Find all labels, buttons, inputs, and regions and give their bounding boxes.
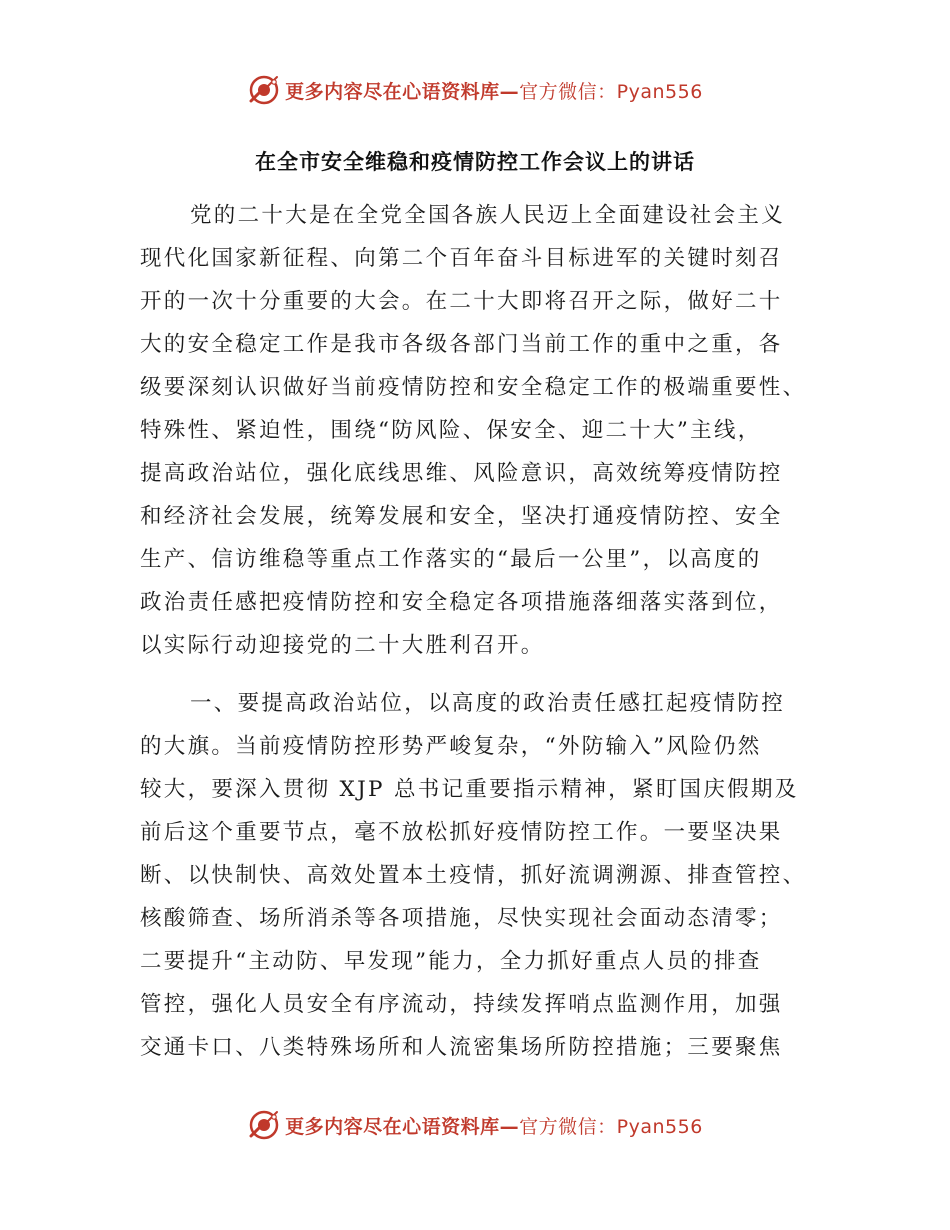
text-line: 以实际行动迎接党的二十大胜利召开。 [140, 633, 545, 658]
banner-wechat: 官方微信：Pyan556 [519, 80, 703, 103]
text-line: 较大，要深入贯彻 XJP 总书记重要指示精神，紧盯国庆假期及 [140, 777, 799, 802]
library-logo-icon [247, 1108, 281, 1142]
library-logo-icon [247, 73, 281, 107]
banner-dash: — [499, 1115, 520, 1138]
footer-banner [0, 1105, 950, 1145]
text-line: 提高政治站位，强化底线思维、风险意识，高效统筹疫情防控 [140, 461, 783, 486]
text-line: 断、以快制快、高效处置本土疫情，抓好流调溯源、排查管控、 [140, 863, 807, 888]
text-line: 交通卡口、八类特殊场所和人流密集场所防控措施；三要聚焦 [140, 1035, 783, 1060]
text-line: 前后这个重要节点，毫不放松抓好疫情防控工作。一要坚决果 [140, 820, 783, 845]
text-line: 开的一次十分重要的大会。在二十大即将召开之际，做好二十 [140, 289, 783, 314]
text-line: 特殊性、紧迫性，围绕“防风险、保安全、迎二十大”主线， [140, 418, 762, 443]
banner-dash: — [499, 80, 520, 103]
document-title: 在全市安全维稳和疫情防控工作会议上的讲话 [255, 150, 695, 174]
banner-text [285, 1112, 703, 1139]
text-line: 生产、信访维稳等重点工作落实的“最后一公里”，以高度的 [140, 547, 762, 572]
text-line: 党的二十大是在全党全国各族人民迈上全面建设社会主义 [190, 203, 786, 228]
text-line: 现代化国家新征程、向第二个百年奋斗目标进军的关键时刻召 [140, 246, 783, 271]
paragraph-1 [140, 194, 830, 667]
text-line: 管控，强化人员安全有序流动，持续发挥哨点监测作用，加强 [140, 992, 783, 1017]
text-line: 核酸筛查、场所消杀等各项措施，尽快实现社会面动态清零； [140, 906, 783, 931]
text-line: 政治责任感把疫情防控和安全稳定各项措施落细落实落到位， [140, 590, 783, 615]
banner-text [285, 77, 703, 104]
text-line: 级要深刻认识做好当前疫情防控和安全稳定工作的极端重要性、 [140, 375, 807, 400]
text-line: 的大旗。当前疫情防控形势严峻复杂，“外防输入”风险仍然 [140, 734, 762, 759]
banner-wechat: 官方微信：Pyan556 [519, 1115, 703, 1138]
text-line: 一、要提高政治站位，以高度的政治责任感扛起疫情防控 [190, 691, 786, 716]
text-line: 二要提升“主动防、早发现”能力，全力抓好重点人员的排查 [140, 949, 762, 974]
banner-slogan: 更多内容尽在心语资料库 [285, 80, 500, 103]
header-banner [0, 70, 950, 110]
text-line: 和经济社会发展，统筹发展和安全，坚决打通疫情防控、安全 [140, 504, 783, 529]
text-line: 大的安全稳定工作是我市各级各部门当前工作的重中之重，各 [140, 332, 783, 357]
banner-slogan: 更多内容尽在心语资料库 [285, 1115, 500, 1138]
paragraph-2 [140, 682, 830, 1069]
